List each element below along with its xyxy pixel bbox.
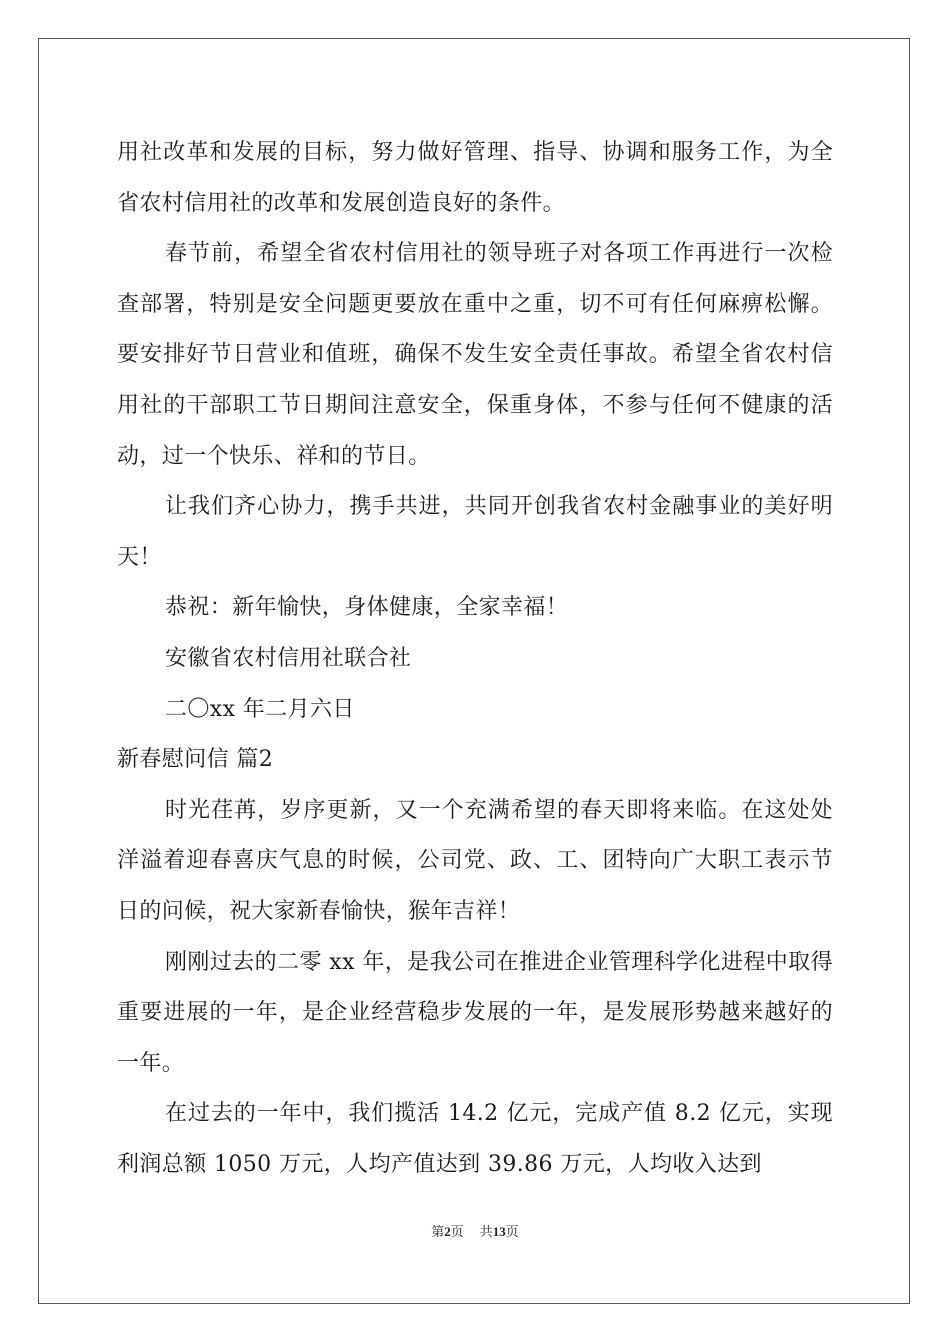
signature-organization: 安徽省农村信用社联合社 — [165, 645, 412, 671]
paragraph: 春节前，希望全省农村信用社的领导班子对各项工作再进行一次检查部署，特别是安全问题更要放在重中之重，切不可有任何麻痹松懈。要安排好节日营业和值班，确保不发生安全责任事故。希望全省农村信用社的干部职工节日期间注意安全，保重身体，不参与任何不健康的活动，过一个快乐、祥和的节日。 — [117, 241, 833, 469]
total-suffix: 页 — [505, 1224, 519, 1239]
signature-date: 二〇xx 年二月六日 — [165, 696, 355, 722]
page-footer — [0, 1221, 950, 1240]
page-current: 2 — [444, 1224, 451, 1239]
paragraph: 刚刚过去的二零 xx 年，是我公司在推进企业管理科学化进程中取得重要进展的一年，是企业经营稳步发展的一年，是发展形势越来越好的一年。 — [117, 949, 833, 1076]
section-heading: 新春慰问信 篇2 — [117, 747, 274, 773]
total-prefix: 共 — [479, 1224, 493, 1239]
greeting-line: 恭祝：新年愉快，身体健康，全家幸福！ — [165, 595, 569, 621]
paragraph: 在过去的一年中，我们揽活 14.2 亿元，完成产值 8.2 亿元，实现利润总额 1050 万元，人均产值达到 39.86 万元，人均收入达到 — [117, 1101, 833, 1177]
page-total: 13 — [492, 1224, 506, 1239]
paragraph: 用社改革和发展的目标，努力做好管理、指导、协调和服务工作，为全省农村信用社的改革和发展创造良好的条件。 — [117, 140, 833, 216]
paragraph: 让我们齐心协力，携手共进，共同开创我省农村金融事业的美好明天！ — [117, 494, 833, 570]
paragraph: 时光荏苒，岁序更新，又一个充满希望的春天即将来临。在这处处洋溢着迎春喜庆气息的时候，公司党、政、工、团特向广大职工表示节日的问候，祝大家新春愉快，猴年吉祥！ — [117, 797, 833, 924]
page-suffix: 页 — [450, 1224, 464, 1239]
document-body — [117, 128, 833, 1190]
page-prefix: 第 — [431, 1224, 445, 1239]
